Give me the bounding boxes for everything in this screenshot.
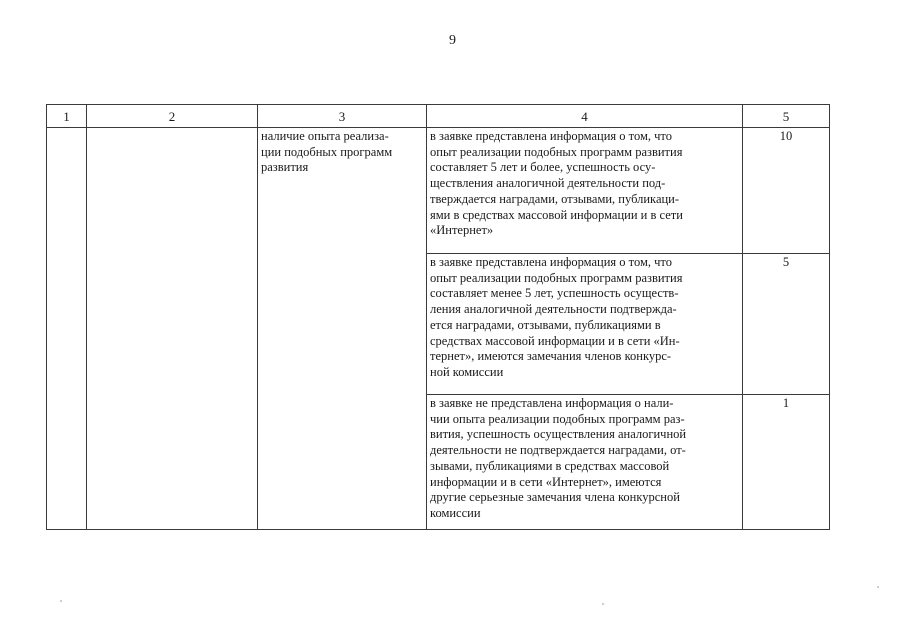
score-value-3: 1	[782, 396, 790, 410]
header-col-2: 2	[87, 105, 258, 128]
page-number: 9	[449, 33, 456, 48]
description-text-2: в заявке представлена информация о том, что опыт реализации подобных программ развития составляет менее 5 лет, успешность осуществ- ления аналогичной деятельности подтвержда- ется наградами, отзывами, публикациями в средствах массовой информации и в сети «Ин- тернет», имеются замечания членов конкурс- ной комиссии	[430, 255, 683, 379]
header-col-3: 3	[258, 105, 427, 128]
score-value-2: 5	[782, 255, 790, 269]
scan-speck	[60, 600, 62, 602]
description-text-3: в заявке не представлена информация о нали- чии опыта реализации подобных программ раз- вития, успешность осуществления аналогичной деятельности не подтверждается наградами, от- зывами, публикациями в средствах массовой информации и в сети «Интернет», имеются другие серьезные замечания члена конкурсной комиссии	[430, 396, 687, 520]
criterion-cell	[258, 128, 427, 530]
description-cell	[427, 254, 743, 395]
score-value-1: 10	[779, 129, 793, 143]
description-cell	[427, 395, 743, 530]
scan-speck	[877, 586, 879, 588]
criteria-table	[46, 104, 830, 530]
criterion-text: наличие опыта реализа- ции подобных программ развития	[261, 129, 393, 175]
description-text-1: в заявке представлена информация о том, что опыт реализации подобных программ развития составляет 5 лет и более, успешность осу- ществления аналогичной деятельности под- тверждается наградами, отзывами, публикаци- ями в средствах массовой информации и в сети «Интернет»	[430, 129, 683, 238]
header-col-1: 1	[47, 105, 87, 128]
table-header-row	[47, 105, 830, 128]
cell-col-2-empty	[87, 128, 258, 530]
table-row	[47, 128, 830, 254]
score-cell	[743, 254, 830, 395]
score-cell	[743, 395, 830, 530]
description-cell	[427, 128, 743, 254]
header-col-5: 5	[743, 105, 830, 128]
cell-col-1-empty	[47, 128, 87, 530]
header-col-4: 4	[427, 105, 743, 128]
scan-speck	[602, 603, 604, 605]
score-cell	[743, 128, 830, 254]
